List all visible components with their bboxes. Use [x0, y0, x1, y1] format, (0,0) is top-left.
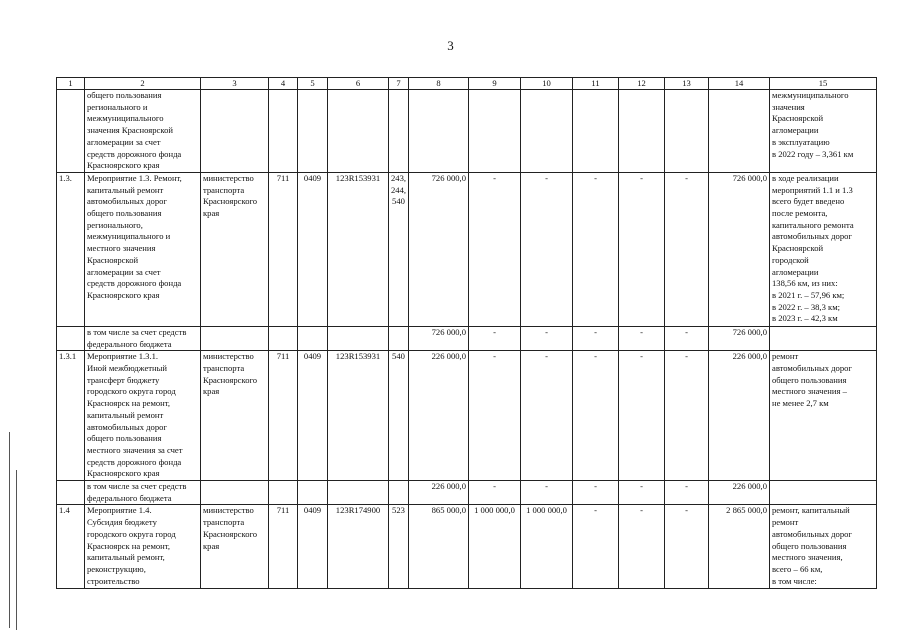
code-cell: 0409 — [298, 505, 328, 589]
amount-cell: - — [573, 505, 619, 589]
code-cell: 123R153931 — [328, 172, 389, 326]
amount-cell — [469, 90, 521, 173]
amount-cell: - — [469, 351, 521, 481]
amount-cell: - — [521, 326, 573, 350]
column-number: 3 — [201, 78, 269, 90]
item-number-cell: 1.4 — [57, 505, 85, 589]
total-cell: 726 000,0 — [709, 172, 770, 326]
code-cell — [389, 326, 409, 350]
code-cell — [269, 326, 298, 350]
column-number: 8 — [409, 78, 469, 90]
amount-cell: - — [573, 351, 619, 481]
amount-cell — [665, 90, 709, 173]
code-cell: 523 — [389, 505, 409, 589]
amount-cell: 1 000 000,0 — [521, 505, 573, 589]
code-cell: 0409 — [298, 172, 328, 326]
code-cell — [269, 481, 298, 505]
amount-cell — [521, 90, 573, 173]
amount-cell: 726 000,0 — [409, 326, 469, 350]
amount-cell: 1 000 000,0 — [469, 505, 521, 589]
amount-cell: 226 000,0 — [409, 351, 469, 481]
column-number: 7 — [389, 78, 409, 90]
administrator-cell: министерство транспорта Красноярского края — [201, 351, 269, 481]
administrator-cell — [201, 90, 269, 173]
total-cell: 226 000,0 — [709, 351, 770, 481]
amount-cell: - — [521, 172, 573, 326]
amount-cell: - — [521, 351, 573, 481]
code-cell: 711 — [269, 505, 298, 589]
amount-cell: - — [665, 505, 709, 589]
table-row — [57, 172, 877, 326]
code-cell: 123R153931 — [328, 351, 389, 481]
code-cell — [269, 90, 298, 173]
column-number: 9 — [469, 78, 521, 90]
amount-cell: - — [573, 481, 619, 505]
amount-cell: - — [665, 481, 709, 505]
code-cell: 0409 — [298, 351, 328, 481]
amount-cell: - — [573, 172, 619, 326]
amount-cell: - — [469, 326, 521, 350]
column-number: 13 — [665, 78, 709, 90]
code-cell — [389, 481, 409, 505]
code-cell — [328, 481, 389, 505]
administrator-cell — [201, 326, 269, 350]
column-number: 11 — [573, 78, 619, 90]
code-cell — [298, 90, 328, 173]
amount-cell: - — [665, 326, 709, 350]
column-number: 12 — [619, 78, 665, 90]
code-cell — [328, 326, 389, 350]
measure-name-cell: Мероприятие 1.4. Субсидия бюджету городского округа город Красноярск на ремонт, капитальный ремонт, реконструкцию, строительство — [85, 505, 201, 589]
amount-cell — [573, 90, 619, 173]
amount-cell: 226 000,0 — [409, 481, 469, 505]
amount-cell: - — [469, 481, 521, 505]
measure-name-cell: Мероприятие 1.3. Ремонт, капитальный ремонт автомобильных дорог общего пользования регионального, межмуниципального и местного значения Красноярской агломерации за счет средств дорожного фонда Красноярского края — [85, 172, 201, 326]
measure-name-cell: общего пользования регионального и межмуниципального значения Красноярской агломерации за счет средств дорожного фонда Красноярского края — [85, 90, 201, 173]
binder-mark — [9, 432, 10, 628]
table-row — [57, 90, 877, 173]
amount-cell — [619, 90, 665, 173]
total-cell — [709, 90, 770, 173]
amount-cell: - — [619, 505, 665, 589]
amount-cell: - — [573, 326, 619, 350]
amount-cell: - — [619, 326, 665, 350]
column-number: 14 — [709, 78, 770, 90]
result-cell: в ходе реализации мероприятий 1.1 и 1.3 всего будет введено после ремонта, капитального ремонта автомобильных дорог Красноярской городской агломерации 138,56 км, из них: в 2021 г. – 57,96 км; в 2022 г. – 38,3 км; в 2023 г. – 42,3 км — [770, 172, 877, 326]
amount-cell — [409, 90, 469, 173]
column-number: 6 — [328, 78, 389, 90]
item-number-cell — [57, 481, 85, 505]
amount-cell: - — [469, 172, 521, 326]
result-cell: межмуниципального значения Красноярской агломерации в эксплуатацию в 2022 году – 3,361 км — [770, 90, 877, 173]
result-cell — [770, 481, 877, 505]
column-number: 4 — [269, 78, 298, 90]
item-number-cell — [57, 326, 85, 350]
amount-cell: - — [619, 481, 665, 505]
binder-mark — [16, 470, 17, 630]
amount-cell: - — [665, 351, 709, 481]
code-cell — [389, 90, 409, 173]
item-number-cell: 1.3. — [57, 172, 85, 326]
column-number: 5 — [298, 78, 328, 90]
table-row — [57, 326, 877, 350]
column-number: 2 — [85, 78, 201, 90]
amount-cell: 865 000,0 — [409, 505, 469, 589]
table-row — [57, 505, 877, 589]
total-cell: 226 000,0 — [709, 481, 770, 505]
column-number-row — [57, 78, 877, 90]
column-number: 10 — [521, 78, 573, 90]
table-row — [57, 481, 877, 505]
code-cell — [298, 481, 328, 505]
code-cell: 711 — [269, 351, 298, 481]
measure-name-cell: Мероприятие 1.3.1. Иной межбюджетный трансферт бюджету городского округа город Красноярск на ремонт, капитальный ремонт автомобильных дорог общего пользования местного значения за счет средств дорожного фонда Красноярского края — [85, 351, 201, 481]
budget-table — [56, 77, 877, 589]
amount-cell: - — [665, 172, 709, 326]
result-cell — [770, 326, 877, 350]
code-cell — [298, 326, 328, 350]
total-cell: 726 000,0 — [709, 326, 770, 350]
code-cell: 711 — [269, 172, 298, 326]
code-cell: 540 — [389, 351, 409, 481]
administrator-cell: министерство транспорта Красноярского края — [201, 505, 269, 589]
administrator-cell: министерство транспорта Красноярского края — [201, 172, 269, 326]
column-number: 1 — [57, 78, 85, 90]
code-cell — [328, 90, 389, 173]
item-number-cell — [57, 90, 85, 173]
total-cell: 2 865 000,0 — [709, 505, 770, 589]
amount-cell: - — [521, 481, 573, 505]
table-row — [57, 351, 877, 481]
result-cell: ремонт автомобильных дорог общего пользования местного значения – не менее 2,7 км — [770, 351, 877, 481]
item-number-cell: 1.3.1 — [57, 351, 85, 481]
code-cell: 243, 244, 540 — [389, 172, 409, 326]
result-cell: ремонт, капитальный ремонт автомобильных дорог общего пользования местного значения, всего – 66 км, в том числе: — [770, 505, 877, 589]
code-cell: 123R174900 — [328, 505, 389, 589]
amount-cell: 726 000,0 — [409, 172, 469, 326]
amount-cell: - — [619, 172, 665, 326]
page-number: 3 — [447, 38, 454, 53]
amount-cell: - — [619, 351, 665, 481]
administrator-cell — [201, 481, 269, 505]
measure-name-cell: в том числе за счет средств федерального бюджета — [85, 326, 201, 350]
measure-name-cell: в том числе за счет средств федерального бюджета — [85, 481, 201, 505]
column-number: 15 — [770, 78, 877, 90]
